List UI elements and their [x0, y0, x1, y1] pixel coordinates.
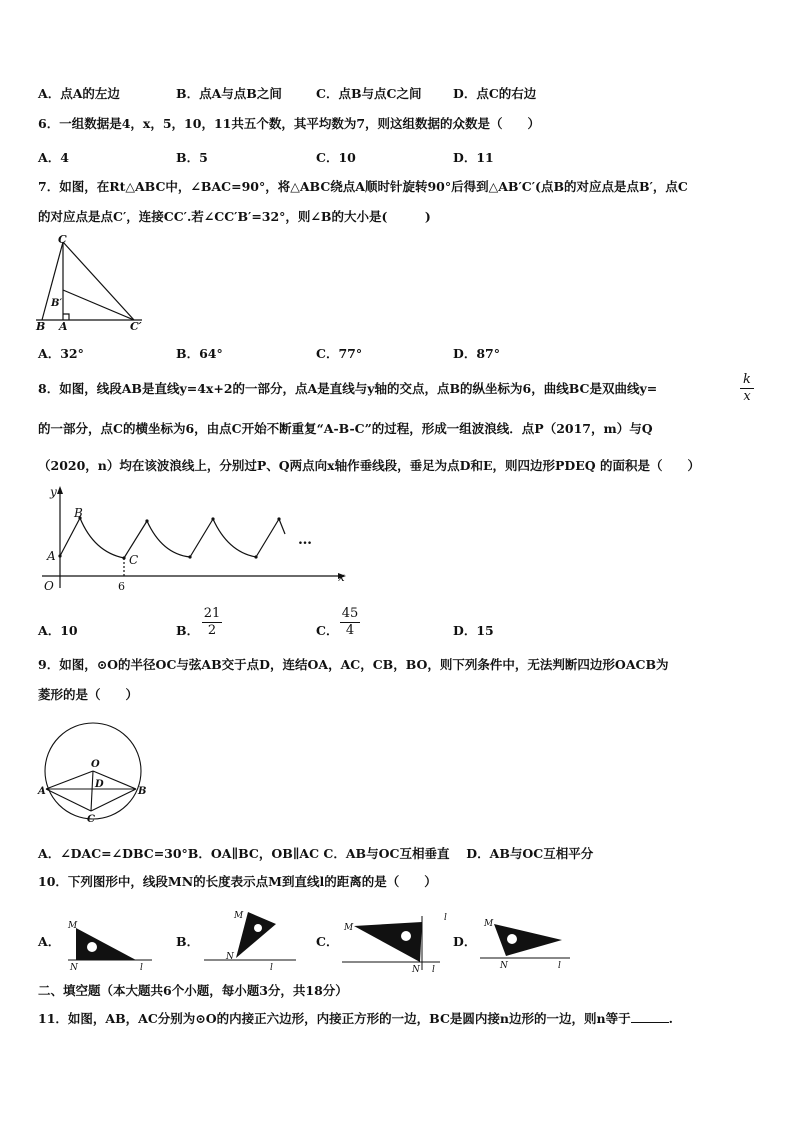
q10-figure-a [64, 914, 159, 972]
q11-stem: 11．如图，AB，AC分别为⊙O的内接正六边形，内接正方形的一边，BC是圆内接n边形的一边，则n等于 [38, 1011, 631, 1026]
q6-option-c: C．10 [316, 150, 356, 165]
q8-origin-label: O [44, 579, 54, 593]
q9-stem-line1: 9．如图，⊙O的半径OC与弦AB交于点D，连结OA，AC，CB，BO，则下列条件中，无法判断四边形OACB为 [38, 657, 669, 672]
q8-axis-x-label: x [338, 570, 345, 584]
q5-option-c: C．点B与点C之间 [316, 86, 422, 101]
q8-point-b-label: B [74, 506, 83, 520]
q7-label-c-prime: C′ [130, 320, 142, 333]
q9-label-d: D [95, 779, 104, 790]
q7-triangle-figure [34, 232, 154, 332]
q10d-label-m: M [484, 919, 494, 929]
q8-option-c-num: 45 [341, 606, 359, 621]
section-title-fill-in: 二、填空题（本大题共6个小题，每小题3分，共18分） [38, 983, 348, 998]
q10a-label-m: M [68, 921, 78, 931]
q10d-label-l: l [558, 961, 561, 971]
q8-frac-num: k [740, 372, 754, 389]
q10c-label-m: M [344, 923, 354, 933]
q8-option-b-fraction [202, 606, 222, 639]
q10-option-b: B． [176, 934, 200, 949]
q9-label-o: O [91, 759, 100, 770]
q10-option-a: A． [38, 934, 61, 949]
q10-option-d: D． [453, 934, 477, 949]
q9-label-c: C [87, 814, 95, 825]
q8-fraction-k-over-x [740, 372, 754, 405]
q9-stem-line2: 菱形的是（ ） [38, 687, 139, 702]
q11-end: . [668, 1011, 673, 1026]
q9-label-a: A [38, 786, 46, 797]
q8-stem-line1: 8．如图，线段AB是直线y=4x+2的一部分，点A是直线与y轴的交点，点B的纵坐标为6，曲线BC是双曲线y= [38, 381, 658, 396]
q8-wave-graph [38, 484, 358, 596]
q8-option-c: C． [316, 623, 339, 638]
q10-stem: 10．下列图形中，线段MN的长度表示点M到直线l的距离的是（ ） [38, 874, 437, 889]
q5-option-d: D．点C的右边 [453, 86, 537, 101]
q8-option-b-num: 21 [203, 606, 221, 621]
q8-point-c-label: C [129, 553, 139, 567]
q7-label-c: C [58, 233, 67, 246]
q9-label-b: B [138, 786, 147, 797]
q8-point-a-label: A [47, 549, 56, 563]
q10c-label-l: l [432, 965, 435, 975]
q5-option-b: B．点A与点B之间 [176, 86, 282, 101]
q8-continuation-dots: … [298, 532, 312, 548]
q10-figure-d [476, 910, 576, 972]
q8-axis-y-label: y [50, 485, 57, 499]
q8-option-a: A．10 [38, 623, 78, 638]
q8-option-d: D．15 [453, 623, 494, 638]
q10-figure-c [336, 910, 447, 975]
q7-label-b-prime: B′ [51, 298, 63, 309]
q8-option-c-den: 4 [345, 623, 355, 638]
q7-label-b: B [36, 320, 46, 333]
q10b-label-m: M [234, 911, 244, 921]
q7-option-d: D．87° [453, 346, 500, 361]
q9-circle-figure [38, 718, 150, 828]
q7-stem-line1: 7．如图，在Rt△ABC中，∠BAC=90°，将△ABC绕点A顺时针旋转90°后得到△AB′C′(点B的对应点是点B′，点C [38, 179, 688, 194]
q10c-label-n: N [412, 965, 420, 975]
q10b-label-n: N [226, 952, 234, 962]
q10-option-c: C． [316, 934, 339, 949]
q7-label-a: A [59, 320, 68, 333]
q8-option-b: B． [176, 623, 200, 638]
q10c-label-l-top: l [444, 913, 447, 923]
q8-stem-line3: （2020，n）均在该波浪线上，分别过P、Q两点向x轴作垂线段，垂足为点D和E，则四边形PDEQ 的面积是（ ） [38, 458, 700, 473]
q8-stem-line2: 的一部分，点C的横坐标为6，由点C开始不断重复“A-B-C”的过程，形成一组波浪线．点P（2017，m）与Q [38, 421, 653, 436]
q8-option-b-den: 2 [207, 623, 217, 638]
q10d-label-n: N [500, 961, 508, 971]
q6-option-a: A．4 [38, 150, 69, 165]
q7-stem-line2: 的对应点是点C′，连接CC′.若∠CC′B′=32°，则∠B的大小是( ) [38, 209, 431, 224]
q11-line [38, 1010, 673, 1027]
q11-answer-blank[interactable] [631, 1010, 669, 1023]
q7-option-a: A．32° [38, 346, 84, 361]
q6-stem: 6．一组数据是4，x，5，10，11共五个数，其平均数为7，则这组数据的众数是（ ） [38, 116, 541, 131]
q7-option-b: B．64° [176, 346, 223, 361]
q8-frac-den: x [743, 389, 751, 404]
q8-tick-six: 6 [118, 580, 125, 593]
q7-option-c: C．77° [316, 346, 363, 361]
q10b-label-l: l [270, 963, 273, 973]
q6-option-b: B．5 [176, 150, 208, 165]
q8-option-c-fraction [340, 606, 360, 639]
q5-option-a: A．点A的左边 [38, 86, 120, 101]
q10a-label-n: N [70, 963, 78, 973]
q10-figure-b [200, 906, 300, 972]
q9-options: A．∠DAC=∠DBC=30°B．OA∥BC，OB∥AC C．AB与OC互相垂直 D．AB与OC互相平分 [38, 846, 594, 861]
q6-option-d: D．11 [453, 150, 494, 165]
q10a-label-l: l [140, 963, 143, 973]
